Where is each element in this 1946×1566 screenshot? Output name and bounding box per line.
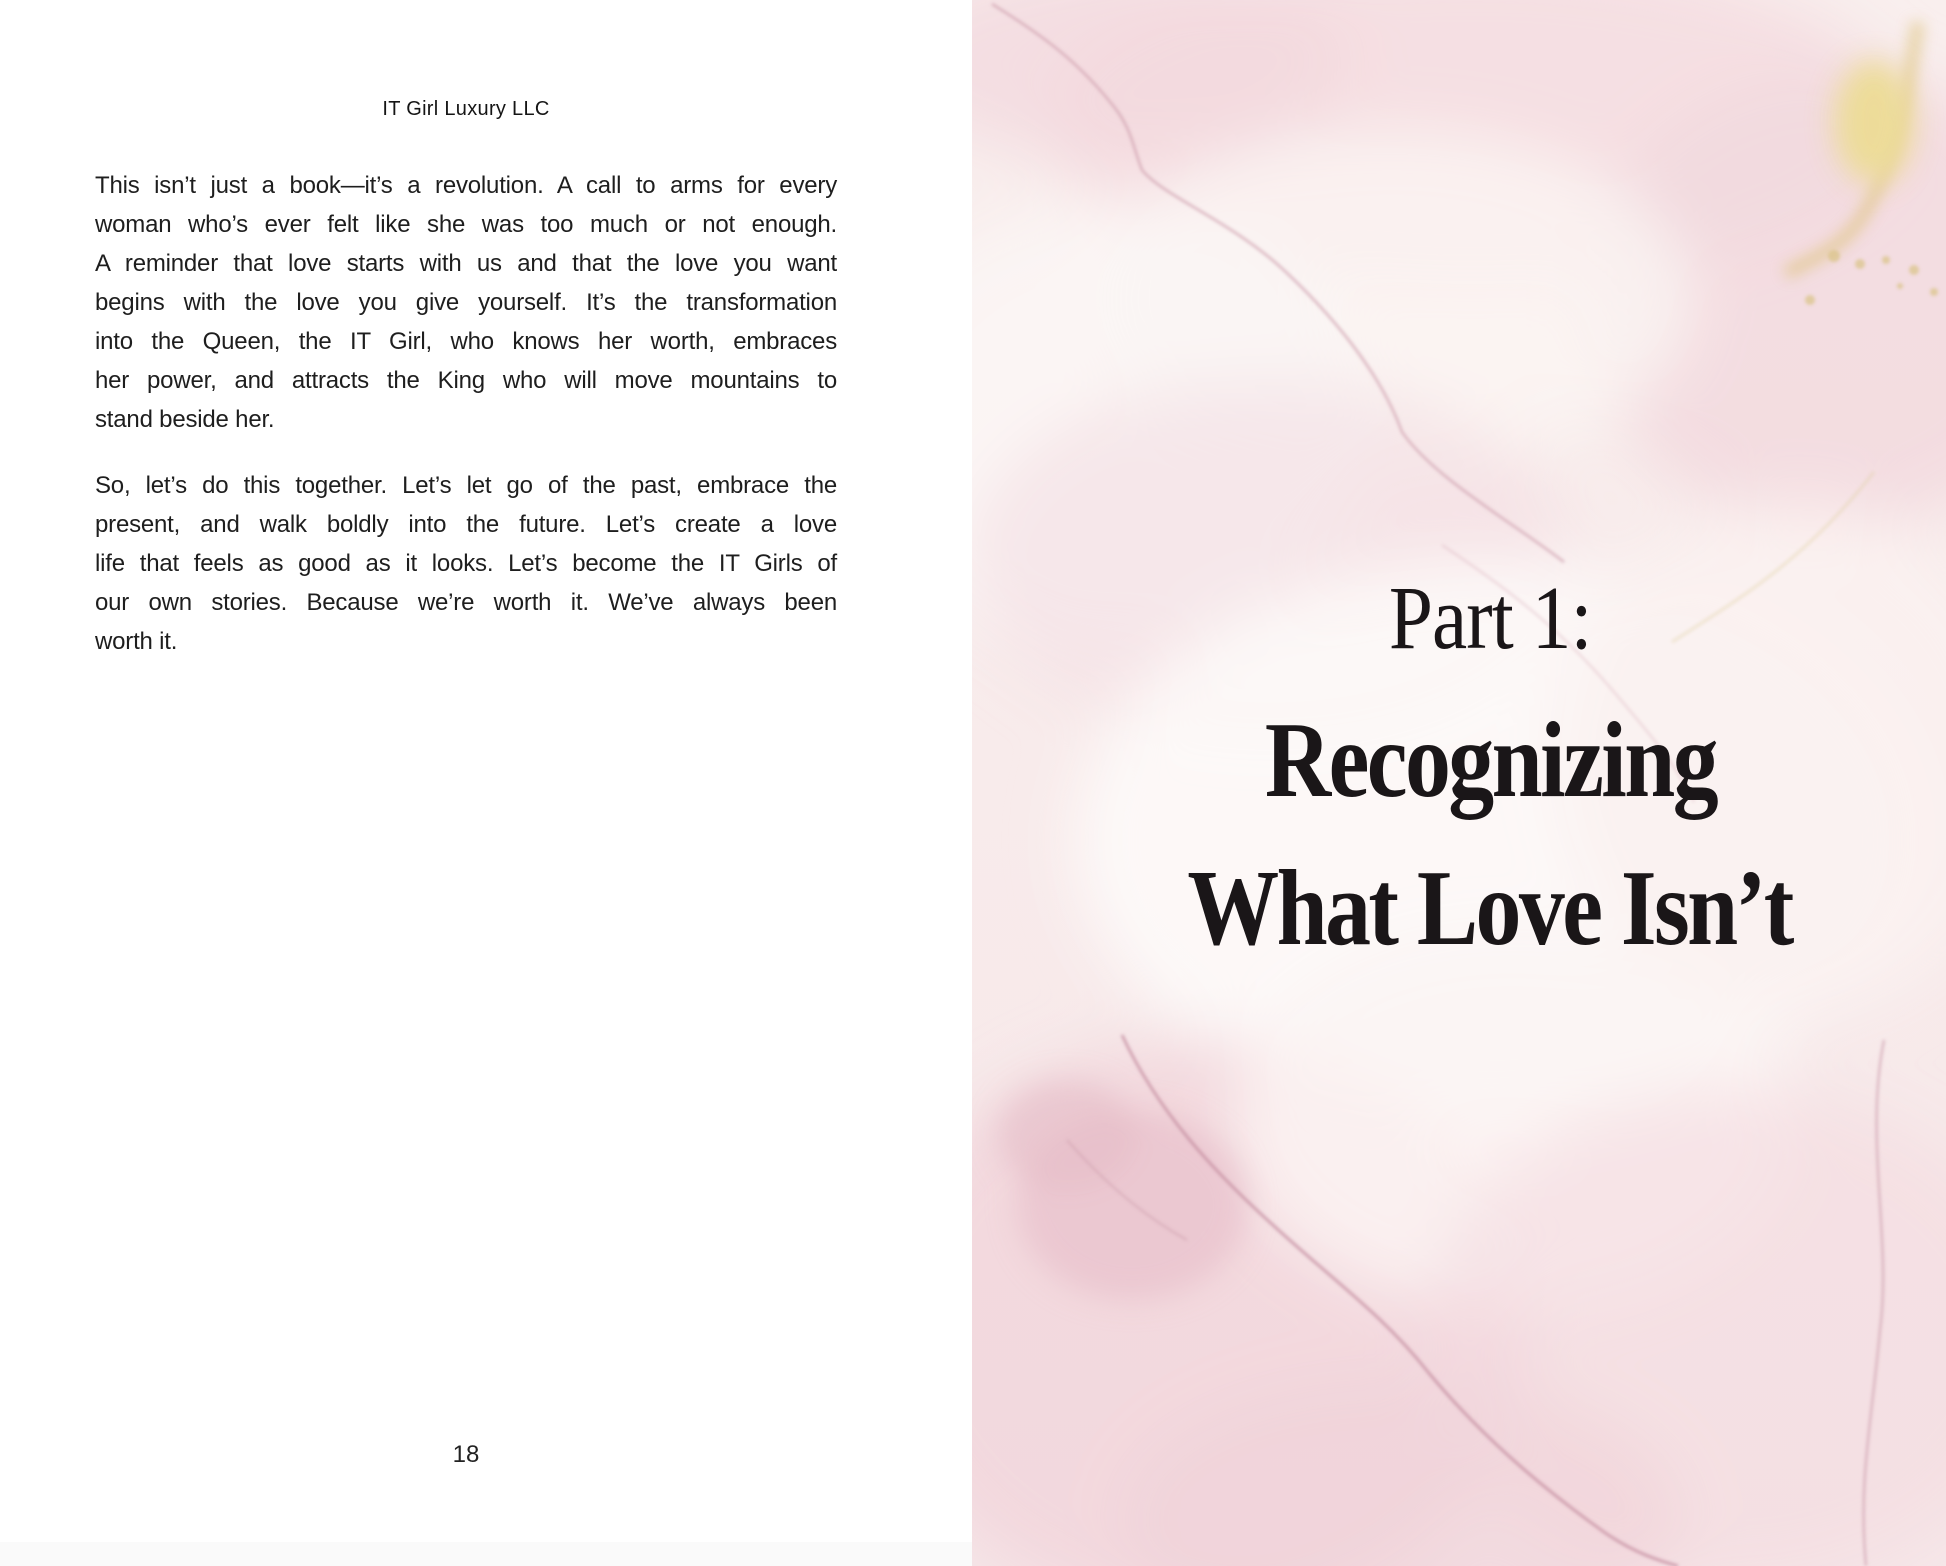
part-label: Part 1: (1388, 569, 1592, 668)
paragraph-1 (95, 166, 837, 439)
body-text-column (95, 166, 837, 688)
text-line: into the Queen, the IT Girl, who knows her worth, embraces (95, 328, 837, 355)
text-line: woman who’s ever felt like she was too much or not enough. (95, 211, 837, 238)
part-title-line-3 (1003, 850, 1946, 998)
part-title-word-recognizing: Recognizing (1264, 701, 1716, 820)
part-title (1003, 560, 1946, 998)
right-page-part-divider (972, 0, 1946, 1566)
left-page (0, 0, 972, 1566)
part-title-kicker-line (1003, 560, 1946, 702)
text-line: present, and walk boldly into the future. Let’s create a love (95, 511, 837, 538)
text-line: So, let’s do this together. Let’s let go of the past, embrace the (95, 472, 837, 499)
part-title-words-what-love-isnt: What Love Isn’t (1187, 849, 1793, 968)
text-line: our own stories. Because we’re worth it. We’ve always been (95, 589, 837, 616)
text-line: worth it. (95, 628, 178, 655)
paragraph-2 (95, 466, 837, 661)
text-line: her power, and attracts the King who will move mountains to (95, 367, 837, 394)
part-title-line-2 (1003, 702, 1946, 850)
page-bottom-edge (0, 1542, 972, 1566)
text-line: stand beside her. (95, 406, 275, 433)
running-header: IT Girl Luxury LLC (382, 98, 550, 120)
text-line: begins with the love you give yourself. It’s the transformation (95, 289, 837, 316)
text-line: This isn’t just a book—it’s a revolution. A call to arms for every (95, 172, 837, 199)
text-line: life that feels as good as it looks. Let’s become the IT Girls of (95, 550, 837, 577)
page-number: 18 (452, 1441, 480, 1468)
text-line: A reminder that love starts with us and that the love you want (95, 250, 837, 277)
